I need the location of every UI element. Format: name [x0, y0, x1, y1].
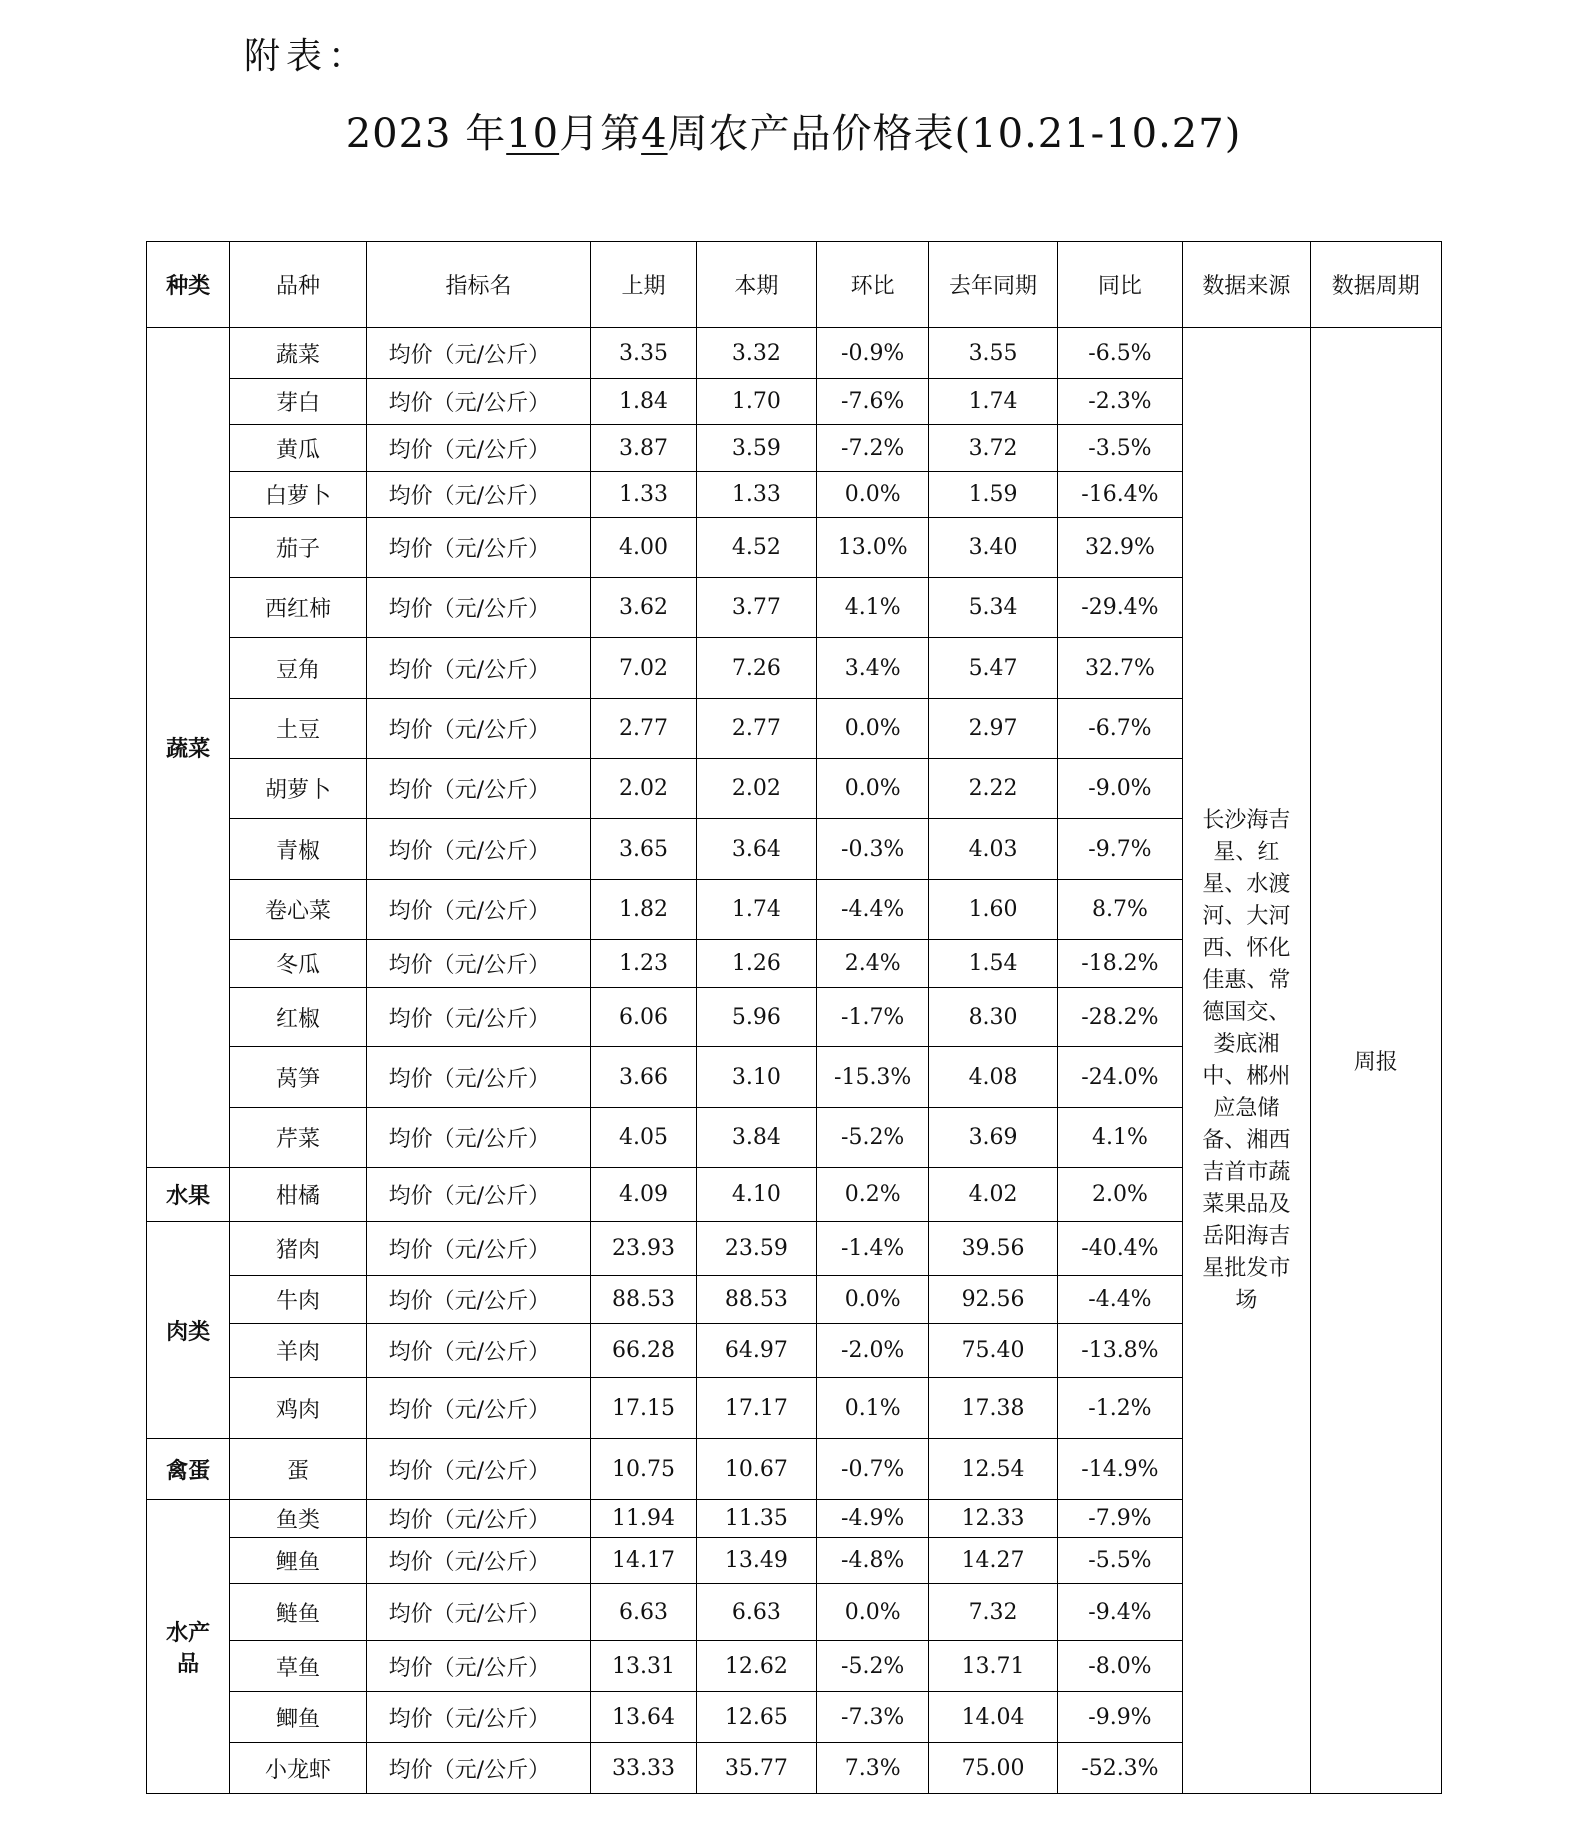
curr-price-cell: 7.26	[696, 638, 816, 699]
category-cell: 蔬菜	[147, 328, 230, 1168]
indicator-cell: 均价（元/公斤）	[366, 880, 591, 940]
header-period: 数据周期	[1310, 242, 1441, 328]
mom-change-cell: -1.4%	[817, 1222, 929, 1276]
variety-cell: 鲢鱼	[230, 1584, 366, 1641]
prev-price-cell: 1.23	[591, 940, 696, 988]
prev-price-cell: 4.09	[591, 1168, 696, 1222]
curr-price-cell: 3.59	[696, 425, 816, 472]
mom-change-cell: 0.0%	[817, 472, 929, 518]
last-year-price-cell: 12.33	[929, 1500, 1057, 1538]
prev-price-cell: 7.02	[591, 638, 696, 699]
mom-change-cell: -7.2%	[817, 425, 929, 472]
mom-change-cell: 0.0%	[817, 1584, 929, 1641]
prev-price-cell: 14.17	[591, 1538, 696, 1584]
variety-cell: 猪肉	[230, 1222, 366, 1276]
variety-cell: 青椒	[230, 819, 366, 880]
category-cell: 水果	[147, 1168, 230, 1222]
yoy-change-cell: -28.2%	[1057, 988, 1182, 1047]
price-table	[146, 241, 1442, 1794]
title-mid: 月第	[559, 111, 642, 157]
last-year-price-cell: 4.08	[929, 1047, 1057, 1108]
yoy-change-cell: -7.9%	[1057, 1500, 1182, 1538]
yoy-change-cell: -14.9%	[1057, 1439, 1182, 1500]
variety-cell: 蔬菜	[230, 328, 366, 379]
annex-label: 附表：	[244, 36, 371, 77]
prev-price-cell: 4.05	[591, 1108, 696, 1168]
yoy-change-cell: -9.9%	[1057, 1692, 1182, 1743]
header-mom: 环比	[817, 242, 929, 328]
prev-price-cell: 23.93	[591, 1222, 696, 1276]
variety-cell: 柑橘	[230, 1168, 366, 1222]
mom-change-cell: -4.9%	[817, 1500, 929, 1538]
header-indicator: 指标名	[366, 242, 591, 328]
mom-change-cell: -5.2%	[817, 1641, 929, 1692]
header-row	[147, 242, 1442, 328]
header-yoy: 同比	[1057, 242, 1182, 328]
curr-price-cell: 5.96	[696, 988, 816, 1047]
mom-change-cell: -0.9%	[817, 328, 929, 379]
last-year-price-cell: 14.04	[929, 1692, 1057, 1743]
prev-price-cell: 17.15	[591, 1378, 696, 1439]
last-year-price-cell: 1.74	[929, 379, 1057, 425]
yoy-change-cell: -13.8%	[1057, 1324, 1182, 1378]
last-year-price-cell: 7.32	[929, 1584, 1057, 1641]
indicator-cell: 均价（元/公斤）	[366, 472, 591, 518]
indicator-cell: 均价（元/公斤）	[366, 988, 591, 1047]
last-year-price-cell: 39.56	[929, 1222, 1057, 1276]
last-year-price-cell: 5.47	[929, 638, 1057, 699]
table-body	[147, 328, 1442, 1794]
yoy-change-cell: -1.2%	[1057, 1378, 1182, 1439]
mom-change-cell: 0.0%	[817, 699, 929, 759]
prev-price-cell: 1.84	[591, 379, 696, 425]
yoy-change-cell: -52.3%	[1057, 1743, 1182, 1794]
indicator-cell: 均价（元/公斤）	[366, 1108, 591, 1168]
yoy-change-cell: -9.7%	[1057, 819, 1182, 880]
prev-price-cell: 3.35	[591, 328, 696, 379]
header-source: 数据来源	[1183, 242, 1310, 328]
indicator-cell: 均价（元/公斤）	[366, 425, 591, 472]
last-year-price-cell: 8.30	[929, 988, 1057, 1047]
prev-price-cell: 1.82	[591, 880, 696, 940]
curr-price-cell: 10.67	[696, 1439, 816, 1500]
yoy-change-cell: -2.3%	[1057, 379, 1182, 425]
curr-price-cell: 2.77	[696, 699, 816, 759]
variety-cell: 鲫鱼	[230, 1692, 366, 1743]
variety-cell: 蛋	[230, 1439, 366, 1500]
mom-change-cell: 13.0%	[817, 518, 929, 578]
prev-price-cell: 66.28	[591, 1324, 696, 1378]
indicator-cell: 均价（元/公斤）	[366, 1641, 591, 1692]
mom-change-cell: 0.0%	[817, 1276, 929, 1324]
last-year-price-cell: 2.22	[929, 759, 1057, 819]
yoy-change-cell: 2.0%	[1057, 1168, 1182, 1222]
curr-price-cell: 64.97	[696, 1324, 816, 1378]
prev-price-cell: 33.33	[591, 1743, 696, 1794]
yoy-change-cell: -8.0%	[1057, 1641, 1182, 1692]
variety-cell: 牛肉	[230, 1276, 366, 1324]
last-year-price-cell: 75.40	[929, 1324, 1057, 1378]
variety-cell: 西红柿	[230, 578, 366, 638]
curr-price-cell: 13.49	[696, 1538, 816, 1584]
last-year-price-cell: 1.59	[929, 472, 1057, 518]
variety-cell: 黄瓜	[230, 425, 366, 472]
curr-price-cell: 1.74	[696, 880, 816, 940]
curr-price-cell: 2.02	[696, 759, 816, 819]
variety-cell: 鸡肉	[230, 1378, 366, 1439]
curr-price-cell: 12.65	[696, 1692, 816, 1743]
indicator-cell: 均价（元/公斤）	[366, 759, 591, 819]
curr-price-cell: 12.62	[696, 1641, 816, 1692]
indicator-cell: 均价（元/公斤）	[366, 1500, 591, 1538]
yoy-change-cell: -4.4%	[1057, 1276, 1182, 1324]
indicator-cell: 均价（元/公斤）	[366, 1378, 591, 1439]
yoy-change-cell: -5.5%	[1057, 1538, 1182, 1584]
curr-price-cell: 6.63	[696, 1584, 816, 1641]
variety-cell: 茄子	[230, 518, 366, 578]
prev-price-cell: 2.77	[591, 699, 696, 759]
prev-price-cell: 3.66	[591, 1047, 696, 1108]
variety-cell: 鲤鱼	[230, 1538, 366, 1584]
variety-cell: 卷心菜	[230, 880, 366, 940]
indicator-cell: 均价（元/公斤）	[366, 1047, 591, 1108]
indicator-cell: 均价（元/公斤）	[366, 1439, 591, 1500]
last-year-price-cell: 12.54	[929, 1439, 1057, 1500]
variety-cell: 土豆	[230, 699, 366, 759]
indicator-cell: 均价（元/公斤）	[366, 699, 591, 759]
variety-cell: 胡萝卜	[230, 759, 366, 819]
prev-price-cell: 88.53	[591, 1276, 696, 1324]
header-prev: 上期	[591, 242, 696, 328]
curr-price-cell: 4.10	[696, 1168, 816, 1222]
last-year-price-cell: 75.00	[929, 1743, 1057, 1794]
curr-price-cell: 11.35	[696, 1500, 816, 1538]
header-category: 种类	[147, 242, 230, 328]
yoy-change-cell: -6.5%	[1057, 328, 1182, 379]
last-year-price-cell: 13.71	[929, 1641, 1057, 1692]
yoy-change-cell: -16.4%	[1057, 472, 1182, 518]
prev-price-cell: 3.87	[591, 425, 696, 472]
indicator-cell: 均价（元/公斤）	[366, 1584, 591, 1641]
yoy-change-cell: -3.5%	[1057, 425, 1182, 472]
indicator-cell: 均价（元/公斤）	[366, 638, 591, 699]
yoy-change-cell: -29.4%	[1057, 578, 1182, 638]
mom-change-cell: -7.3%	[817, 1692, 929, 1743]
prev-price-cell: 4.00	[591, 518, 696, 578]
variety-cell: 小龙虾	[230, 1743, 366, 1794]
prev-price-cell: 3.62	[591, 578, 696, 638]
indicator-cell: 均价（元/公斤）	[366, 940, 591, 988]
prev-price-cell: 3.65	[591, 819, 696, 880]
prev-price-cell: 10.75	[591, 1439, 696, 1500]
mom-change-cell: -0.7%	[817, 1439, 929, 1500]
yoy-change-cell: -6.7%	[1057, 699, 1182, 759]
yoy-change-cell: -9.4%	[1057, 1584, 1182, 1641]
yoy-change-cell: -24.0%	[1057, 1047, 1182, 1108]
curr-price-cell: 1.26	[696, 940, 816, 988]
curr-price-cell: 4.52	[696, 518, 816, 578]
mom-change-cell: -4.4%	[817, 880, 929, 940]
yoy-change-cell: 8.7%	[1057, 880, 1182, 940]
curr-price-cell: 3.32	[696, 328, 816, 379]
last-year-price-cell: 5.34	[929, 578, 1057, 638]
variety-cell: 冬瓜	[230, 940, 366, 988]
yoy-change-cell: 4.1%	[1057, 1108, 1182, 1168]
indicator-cell: 均价（元/公斤）	[366, 578, 591, 638]
indicator-cell: 均价（元/公斤）	[366, 1276, 591, 1324]
curr-price-cell: 1.33	[696, 472, 816, 518]
table-row	[147, 328, 1442, 379]
curr-price-cell: 35.77	[696, 1743, 816, 1794]
mom-change-cell: -7.6%	[817, 379, 929, 425]
prev-price-cell: 13.31	[591, 1641, 696, 1692]
prev-price-cell: 6.06	[591, 988, 696, 1047]
data-period-cell: 周报	[1310, 328, 1441, 1794]
title-month: 10	[506, 111, 560, 157]
indicator-cell: 均价（元/公斤）	[366, 518, 591, 578]
prev-price-cell: 1.33	[591, 472, 696, 518]
curr-price-cell: 3.64	[696, 819, 816, 880]
yoy-change-cell: -18.2%	[1057, 940, 1182, 988]
indicator-cell: 均价（元/公斤）	[366, 1324, 591, 1378]
variety-cell: 莴笋	[230, 1047, 366, 1108]
category-cell: 肉类	[147, 1222, 230, 1439]
header-curr: 本期	[696, 242, 816, 328]
mom-change-cell: 0.1%	[817, 1378, 929, 1439]
prev-price-cell: 11.94	[591, 1500, 696, 1538]
yoy-change-cell: 32.9%	[1057, 518, 1182, 578]
last-year-price-cell: 92.56	[929, 1276, 1057, 1324]
indicator-cell: 均价（元/公斤）	[366, 1168, 591, 1222]
category-cell: 水产 品	[147, 1500, 230, 1794]
variety-cell: 芹菜	[230, 1108, 366, 1168]
mom-change-cell: 0.2%	[817, 1168, 929, 1222]
indicator-cell: 均价（元/公斤）	[366, 1538, 591, 1584]
last-year-price-cell: 3.55	[929, 328, 1057, 379]
last-year-price-cell: 4.03	[929, 819, 1057, 880]
indicator-cell: 均价（元/公斤）	[366, 819, 591, 880]
mom-change-cell: 7.3%	[817, 1743, 929, 1794]
header-last-year: 去年同期	[929, 242, 1057, 328]
mom-change-cell: -0.3%	[817, 819, 929, 880]
indicator-cell: 均价（元/公斤）	[366, 1222, 591, 1276]
curr-price-cell: 17.17	[696, 1378, 816, 1439]
last-year-price-cell: 3.69	[929, 1108, 1057, 1168]
yoy-change-cell: 32.7%	[1057, 638, 1182, 699]
yoy-change-cell: -40.4%	[1057, 1222, 1182, 1276]
last-year-price-cell: 1.60	[929, 880, 1057, 940]
last-year-price-cell: 4.02	[929, 1168, 1057, 1222]
curr-price-cell: 3.84	[696, 1108, 816, 1168]
variety-cell: 草鱼	[230, 1641, 366, 1692]
data-source-cell: 长沙海吉星、红星、水渡河、大河西、怀化佳惠、常德国交、娄底湘中、郴州应急储备、湘西吉首市蔬菜果品及岳阳海吉星批发市场	[1183, 328, 1310, 1794]
curr-price-cell: 88.53	[696, 1276, 816, 1324]
indicator-cell: 均价（元/公斤）	[366, 379, 591, 425]
curr-price-cell: 1.70	[696, 379, 816, 425]
curr-price-cell: 23.59	[696, 1222, 816, 1276]
mom-change-cell: 2.4%	[817, 940, 929, 988]
mom-change-cell: -5.2%	[817, 1108, 929, 1168]
prev-price-cell: 13.64	[591, 1692, 696, 1743]
last-year-price-cell: 1.54	[929, 940, 1057, 988]
variety-cell: 白萝卜	[230, 472, 366, 518]
indicator-cell: 均价（元/公斤）	[366, 328, 591, 379]
mom-change-cell: 4.1%	[817, 578, 929, 638]
last-year-price-cell: 17.38	[929, 1378, 1057, 1439]
variety-cell: 鱼类	[230, 1500, 366, 1538]
variety-cell: 芽白	[230, 379, 366, 425]
last-year-price-cell: 3.40	[929, 518, 1057, 578]
title-week: 4	[641, 111, 668, 157]
category-cell: 禽蛋	[147, 1439, 230, 1500]
variety-cell: 豆角	[230, 638, 366, 699]
variety-cell: 红椒	[230, 988, 366, 1047]
mom-change-cell: -1.7%	[817, 988, 929, 1047]
last-year-price-cell: 3.72	[929, 425, 1057, 472]
mom-change-cell: -4.8%	[817, 1538, 929, 1584]
yoy-change-cell: -9.0%	[1057, 759, 1182, 819]
prev-price-cell: 2.02	[591, 759, 696, 819]
mom-change-cell: 3.4%	[817, 638, 929, 699]
curr-price-cell: 3.77	[696, 578, 816, 638]
prev-price-cell: 6.63	[591, 1584, 696, 1641]
header-variety: 品种	[230, 242, 366, 328]
mom-change-cell: -2.0%	[817, 1324, 929, 1378]
page-title	[0, 102, 1587, 159]
mom-change-cell: -15.3%	[817, 1047, 929, 1108]
last-year-price-cell: 14.27	[929, 1538, 1057, 1584]
last-year-price-cell: 2.97	[929, 699, 1057, 759]
indicator-cell: 均价（元/公斤）	[366, 1692, 591, 1743]
indicator-cell: 均价（元/公斤）	[366, 1743, 591, 1794]
title-suffix: 周农产品价格表(10.21-10.27)	[667, 111, 1242, 157]
title-prefix: 2023 年	[345, 111, 507, 157]
mom-change-cell: 0.0%	[817, 759, 929, 819]
curr-price-cell: 3.10	[696, 1047, 816, 1108]
variety-cell: 羊肉	[230, 1324, 366, 1378]
